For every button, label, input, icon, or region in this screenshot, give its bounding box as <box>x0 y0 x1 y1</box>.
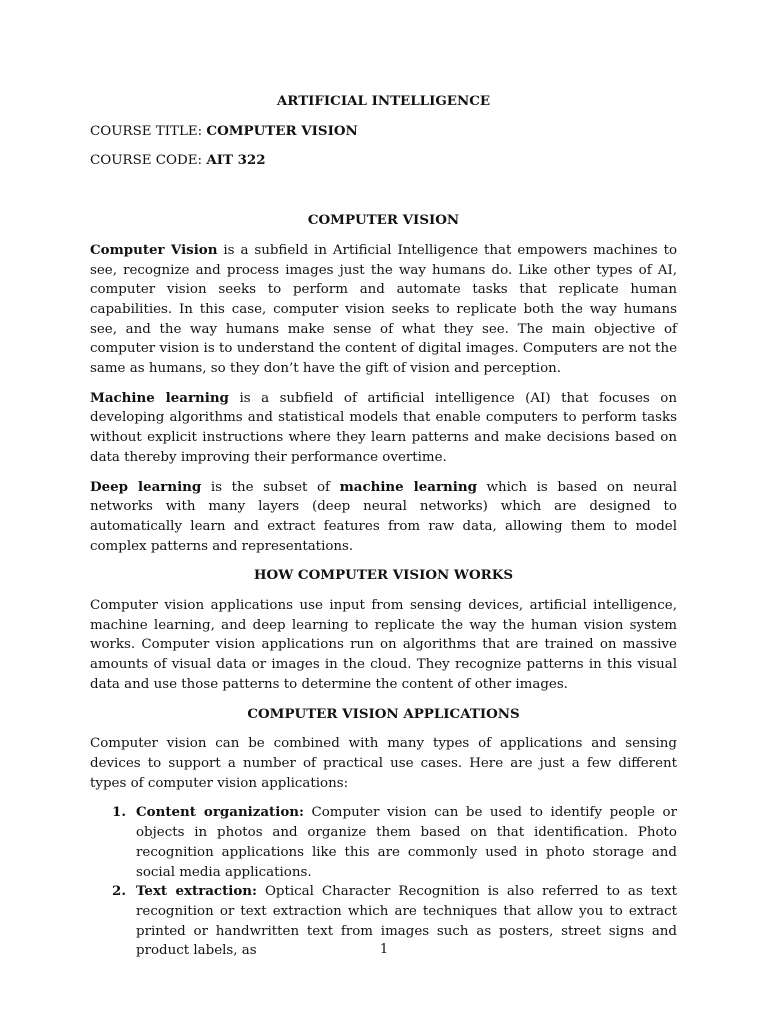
paragraph-applications-intro: Computer vision can be combined with many types of applications and sensing devices to support a number of practical use cases. Here are just a few different types of computer vision applications: <box>90 736 677 791</box>
paragraph-deep-learning-text: which is based on neural networks with many layers (deep neural networks) which are designed to automatically learn and extract features from raw data, allowing them to model complex patterns and representations. <box>90 479 677 554</box>
paragraph-how-it-works: Computer vision applications use input from sensing devices, artificial intelligence, machine learning, and deep learning to replicate the way the human vision system works. Computer vision applications run on algorithms that are trained on massive amounts of visual data or images in the cloud. They recognize patterns in this visual data and use those patterns to determine the content of other images. <box>90 598 677 692</box>
section-heading-applications: COMPUTER VISION APPLICATIONS <box>247 705 520 722</box>
course-code-line <box>90 151 677 171</box>
list-item-number: 1. <box>112 804 126 821</box>
paragraph-deep-learning <box>90 478 677 557</box>
term-deep-learning: Deep learning <box>90 478 202 495</box>
course-title-label: COURSE TITLE: <box>90 123 203 139</box>
list-item <box>90 803 677 882</box>
course-title-line <box>90 122 677 142</box>
list-item-term: Text extraction: <box>136 883 257 900</box>
paragraph-computer-vision-text: is a subfield in Artificial Intelligence that empowers machines to see, recognize and process images just the way humans do. Like other types of AI, computer vision seeks to perform and automate tasks that replicate human capabilities. In this case, computer vision seeks to replicate both the way humans see, and the way humans make sense of what they see. The main objective of computer vision is to understand the content of digital images. Computers are not the same as humans, so they don’t have the gift of vision and perception. <box>90 242 678 377</box>
applications-list <box>90 803 677 961</box>
course-code-label: COURSE CODE: <box>90 153 203 169</box>
paragraph-deep-learning-mid: is the subset of <box>201 479 340 495</box>
course-code-value: AIT 322 <box>206 152 266 169</box>
term-computer-vision: Computer Vision <box>90 241 218 258</box>
paragraph-machine-learning <box>90 389 677 468</box>
course-title-value: COMPUTER VISION <box>206 122 358 139</box>
section-heading-how-it-works: HOW COMPUTER VISION WORKS <box>253 567 514 584</box>
list-item-text: Computer vision can be used to identify people or objects in photos and organize them based on that identification. Photo recognition applications like this are commonly used in photo storage and social media applications. <box>136 805 677 880</box>
document-page <box>90 92 677 961</box>
section-heading-computer-vision: COMPUTER VISION <box>307 212 460 229</box>
list-item-term: Content organization: <box>136 804 304 821</box>
document-title: ARTIFICIAL INTELLIGENCE <box>276 93 491 109</box>
paragraph-machine-learning-text: is a subfield of artificial intelligence (AI) that focuses on developing algorithms and statistical models that enable computers to perform tasks without explicit instructions where they learn patterns and make decisions based on data thereby improving their performance overtime. <box>90 390 677 465</box>
paragraph-computer-vision <box>90 241 677 379</box>
list-item-text: Optical Character Recognition is also referred to as text recognition or text extraction which are techniques that allow you to extract printed or handwritten text from images such as posters, street signs and product labels, as <box>136 884 678 959</box>
term-machine-learning-inline: machine learning <box>339 478 477 495</box>
page-number: 1 <box>379 942 389 957</box>
list-item-number: 2. <box>112 883 126 900</box>
term-machine-learning: Machine learning <box>90 389 229 406</box>
